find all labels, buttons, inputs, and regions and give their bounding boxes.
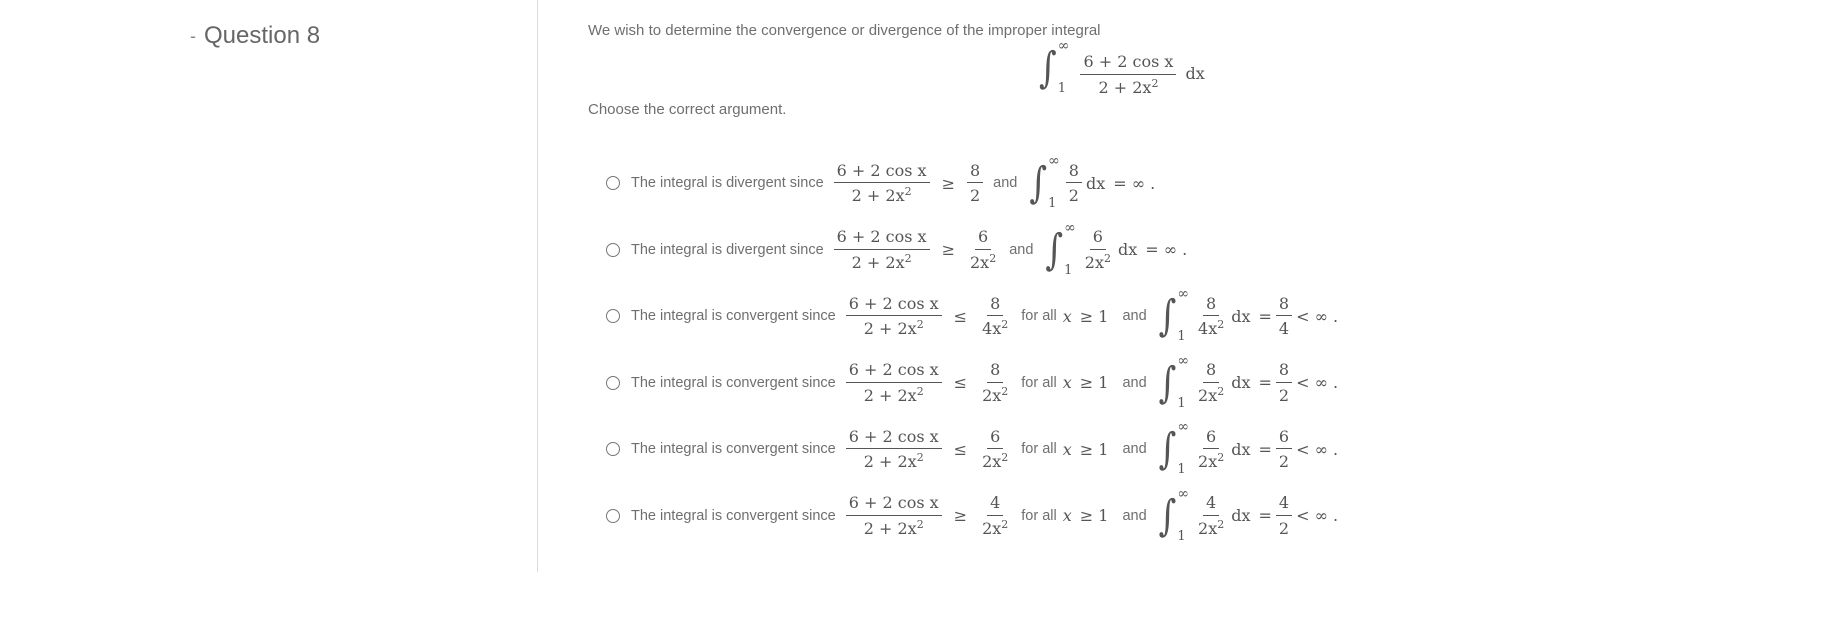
comparison-fraction: $\frac{6}{2x^2}$ <box>982 426 1009 472</box>
option-result: = ∞ . <box>1145 240 1188 260</box>
option-body <box>631 286 1339 345</box>
option-result: = ∞ . <box>1113 173 1156 193</box>
result-tail: < ∞ . <box>1296 373 1339 393</box>
option-integrand: $\frac{6}{2x^2}$ <box>1198 426 1225 472</box>
comparison-relation: ≥ <box>953 506 968 526</box>
question-header <box>190 22 320 50</box>
answer-option[interactable] <box>606 217 1338 284</box>
option-lead-text: The integral is convergent since <box>631 441 836 458</box>
and-text: and <box>1009 241 1034 258</box>
option-differential: dx <box>1231 506 1251 526</box>
comparison-relation: ≤ <box>953 373 968 393</box>
condition-text: for all <box>1021 507 1057 524</box>
comparison-relation: ≤ <box>953 439 968 459</box>
option-integral-sign: ∫ ∞ 1 <box>1158 352 1190 411</box>
option-lead-text: The integral is convergent since <box>631 374 836 391</box>
comparison-relation: ≤ <box>953 306 968 326</box>
lhs-fraction: $\frac{\text{6 + 2 cos x}}{2 + 2x^2}$ <box>834 162 930 205</box>
option-lead-text: The integral is convergent since <box>631 507 836 524</box>
option-integrand: $\frac{8}{4x^2}$ <box>1198 293 1225 339</box>
result-fraction: $\frac{6}{2}$ <box>1276 428 1292 471</box>
integral-sign: ∫ ∞ 1 <box>1039 38 1070 96</box>
comparison-relation: ≥ <box>941 240 955 260</box>
comparison-fraction: $\frac{6}{2x^2}$ <box>969 227 997 272</box>
option-body <box>631 352 1339 411</box>
option-lead-text: The integral is divergent since <box>631 241 824 258</box>
radio-button[interactable] <box>606 442 620 456</box>
answer-option[interactable] <box>606 150 1338 217</box>
condition-variable: x <box>1062 373 1072 393</box>
comparison-fraction: $\frac{4}{2x^2}$ <box>982 493 1009 538</box>
radio-button[interactable] <box>606 309 620 323</box>
integrand-numerator: 6 + 2 cos x <box>1080 53 1176 75</box>
integrand-fraction <box>1080 53 1176 96</box>
answer-option[interactable] <box>606 283 1338 350</box>
radio-button[interactable] <box>606 243 620 257</box>
result-fraction: $\frac{8}{4}$ <box>1276 295 1292 338</box>
comparison-fraction: $\frac{8}{2x^2}$ <box>982 360 1009 405</box>
integral-differential: dx <box>1185 64 1205 83</box>
lhs-fraction: $\frac{\text{6 + 2 cos x}}{2 + 2x^2}$ <box>846 295 942 338</box>
result-tail: < ∞ . <box>1296 439 1339 459</box>
condition-variable: x <box>1062 506 1072 526</box>
option-body <box>631 485 1339 544</box>
option-differential: dx <box>1231 306 1251 326</box>
option-differential: dx <box>1117 240 1138 260</box>
option-integrand: $\frac{8}{2x^2}$ <box>1198 360 1225 405</box>
question-title: Question 8 <box>204 22 321 49</box>
answer-option[interactable] <box>606 350 1338 417</box>
comparison-relation: ≥ <box>941 173 955 193</box>
option-integrand: $\frac{6}{2x^2}$ <box>1084 227 1111 272</box>
option-result: = <box>1258 439 1272 459</box>
and-text: and <box>993 175 1018 192</box>
option-differential: dx <box>1231 373 1251 393</box>
result-tail: < ∞ . <box>1296 306 1339 326</box>
option-body <box>631 153 1156 212</box>
option-integral-sign: ∫ ∞ 1 <box>1158 286 1190 345</box>
condition-relation: ≥ 1 <box>1079 373 1109 393</box>
lhs-fraction: $\frac{\text{6 + 2 cos x}}{2 + 2x^2}$ <box>834 228 930 271</box>
option-integrand: $\frac{8}{2}$ <box>1066 162 1082 205</box>
option-integral-sign: ∫ ∞ 1 <box>1045 219 1076 278</box>
condition-variable: x <box>1062 306 1072 326</box>
improper-integral <box>1033 38 1205 97</box>
condition-relation: ≥ 1 <box>1079 439 1109 459</box>
lhs-fraction: $\frac{\text{6 + 2 cos x}}{2 + 2x^2}$ <box>846 428 942 471</box>
lhs-fraction: $\frac{\text{6 + 2 cos x}}{2 + 2x^2}$ <box>846 361 942 404</box>
and-text: and <box>1122 308 1147 325</box>
option-lead-text: The integral is convergent since <box>631 308 836 325</box>
radio-button[interactable] <box>606 176 620 190</box>
result-fraction: $\frac{8}{2}$ <box>1276 361 1292 404</box>
result-tail: < ∞ . <box>1296 506 1339 526</box>
pane-divider <box>537 0 538 572</box>
option-integral-sign: ∫ ∞ 1 <box>1158 485 1190 544</box>
integrand-denominator: $2 + 2x^2$ <box>1098 76 1159 97</box>
option-lead-text: The integral is divergent since <box>631 175 824 192</box>
option-differential: dx <box>1085 173 1106 193</box>
and-text: and <box>1122 441 1147 458</box>
option-differential: dx <box>1231 439 1251 459</box>
option-body <box>631 419 1339 478</box>
radio-button[interactable] <box>606 509 620 523</box>
answer-options <box>606 150 1338 549</box>
option-result: = <box>1258 306 1272 326</box>
and-text: and <box>1122 374 1147 391</box>
condition-text: for all <box>1021 374 1057 391</box>
minus-icon[interactable]: - <box>190 26 196 46</box>
comparison-fraction: $\frac{8}{4x^2}$ <box>982 293 1009 339</box>
result-fraction: $\frac{4}{2}$ <box>1276 494 1292 537</box>
condition-text: for all <box>1021 308 1057 325</box>
question-prompt: We wish to determine the convergence or divergence of the improper integral <box>588 22 1101 39</box>
comparison-fraction: $\frac{8}{2}$ <box>967 162 983 205</box>
option-integral-sign: ∫ ∞ 1 <box>1029 153 1060 212</box>
option-body <box>631 219 1188 278</box>
integral-upper-limit: ∞ <box>1057 38 1070 54</box>
and-text: and <box>1122 507 1147 524</box>
condition-relation: ≥ 1 <box>1079 306 1109 326</box>
option-result: = <box>1258 373 1272 393</box>
answer-option[interactable] <box>606 416 1338 483</box>
choose-instruction: Choose the correct argument. <box>588 101 787 118</box>
lhs-fraction: $\frac{\text{6 + 2 cos x}}{2 + 2x^2}$ <box>846 494 942 537</box>
option-integrand: $\frac{4}{2x^2}$ <box>1198 493 1225 538</box>
question-sidebar <box>0 0 537 572</box>
condition-variable: x <box>1062 439 1072 459</box>
option-integral-sign: ∫ ∞ 1 <box>1158 419 1190 478</box>
condition-text: for all <box>1021 441 1057 458</box>
radio-button[interactable] <box>606 376 620 390</box>
condition-relation: ≥ 1 <box>1079 506 1109 526</box>
answer-option[interactable] <box>606 483 1338 550</box>
integral-lower-limit: 1 <box>1057 81 1066 96</box>
option-result: = <box>1258 506 1272 526</box>
